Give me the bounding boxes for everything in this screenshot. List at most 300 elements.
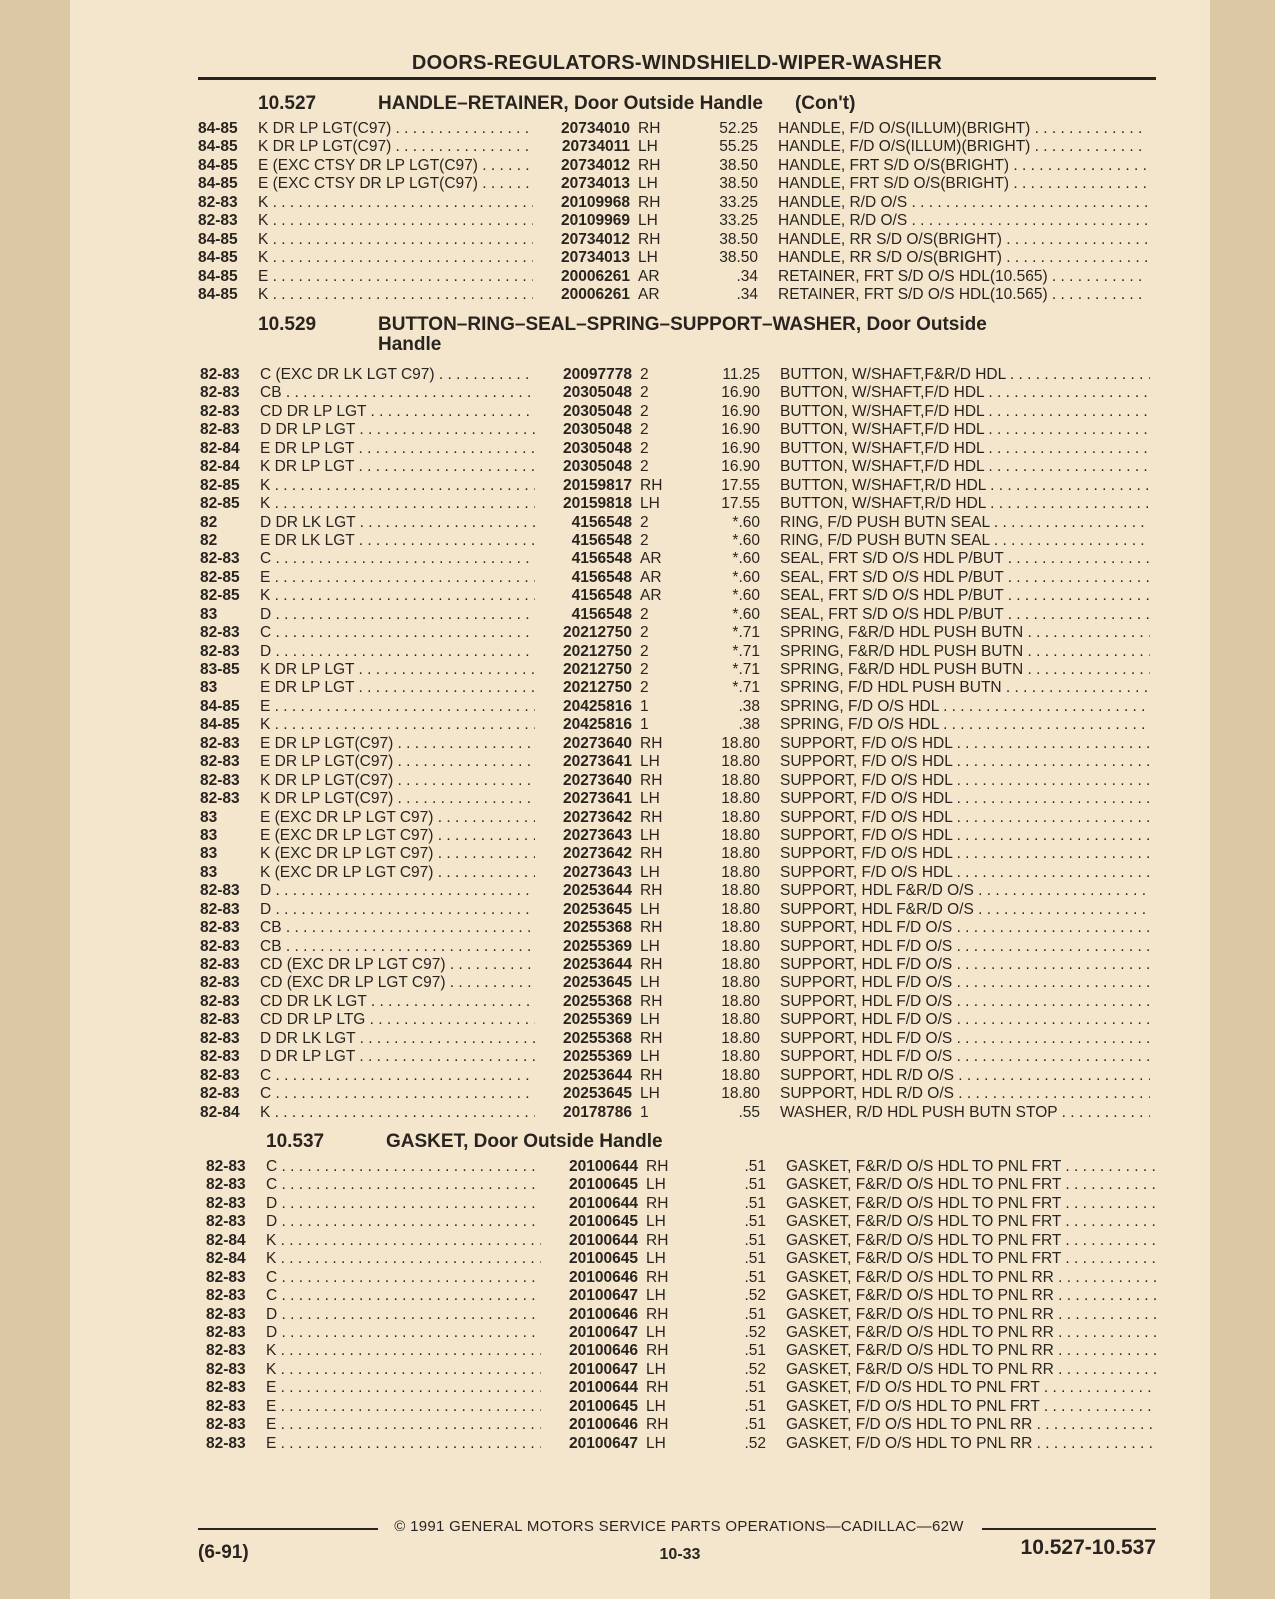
- cell-part-number: 20253644: [563, 882, 632, 900]
- cell-application: K . . .: [260, 1104, 535, 1122]
- cell-model-year: 82-83: [200, 1066, 240, 1084]
- cell-side-qty: RH: [638, 120, 661, 137]
- table-row: [200, 735, 1150, 753]
- cell-description: HANDLE, R/D O/S . . .: [778, 194, 1148, 212]
- cell-description: SUPPORT, HDL F/D O/S . . .: [780, 974, 1150, 992]
- cell-model-year: 82-84: [200, 439, 240, 457]
- cell-part-number: 20734013: [561, 249, 630, 267]
- cell-description: RING, F/D PUSH BUTN SEAL . . .: [780, 514, 1150, 532]
- cell-model-year: 82: [200, 513, 218, 531]
- cell-description: SPRING, F&R/D HDL PUSH BUTN . . .: [780, 661, 1150, 679]
- cell-part-number: 20255368: [563, 919, 632, 937]
- table-row: [200, 495, 1150, 513]
- cell-price: 18.80: [721, 826, 760, 844]
- cell-price: 33.25: [719, 193, 758, 211]
- cell-application: E . . .: [266, 1398, 541, 1416]
- cell-application: K DR LP LGT(C97) . . .: [260, 790, 535, 808]
- cell-application: K . . .: [260, 477, 535, 495]
- cell-side-qty: RH: [646, 1231, 669, 1249]
- cell-application: D . . .: [260, 882, 535, 900]
- cell-side-qty: LH: [640, 1085, 660, 1103]
- cell-side-qty: LH: [640, 1048, 660, 1066]
- cell-part-number: 20273642: [563, 845, 632, 863]
- table-row: [200, 716, 1150, 734]
- cell-model-year: 82-83: [206, 1379, 246, 1397]
- cell-description: HANDLE, FRT S/D O/S(BRIGHT) . . .: [778, 175, 1148, 193]
- cell-price: 18.80: [721, 1066, 760, 1084]
- cell-description: SUPPORT, F/D O/S HDL . . .: [780, 809, 1150, 827]
- cell-part-number: 20253645: [563, 974, 632, 992]
- cell-application: K . . .: [260, 587, 535, 605]
- section-title: HANDLE–RETAINER, Door Outside Handle: [378, 93, 763, 114]
- cell-part-number: 4156548: [571, 550, 632, 568]
- cell-part-number: 20100646: [569, 1305, 638, 1323]
- cell-application: CB . . .: [260, 919, 535, 937]
- cell-price: 38.50: [719, 249, 758, 267]
- cell-part-number: 20100645: [569, 1213, 638, 1231]
- cell-application: CD DR LK LGT . . .: [260, 993, 535, 1011]
- cell-part-number: 20212750: [563, 624, 632, 642]
- cell-side-qty: LH: [646, 1287, 666, 1305]
- cell-part-number: 20255368: [563, 992, 632, 1010]
- table-row: [200, 1067, 1150, 1085]
- cell-price: 18.80: [721, 753, 760, 771]
- cell-side-qty: RH: [638, 230, 661, 248]
- cell-application: K DR LP LGT . . .: [260, 661, 535, 679]
- cell-price: 16.90: [721, 458, 760, 476]
- cell-price: 18.80: [721, 956, 760, 973]
- cell-application: K DR LP LGT . . .: [260, 458, 535, 476]
- cell-application: K . . .: [258, 231, 533, 249]
- cell-application: K . . .: [266, 1250, 541, 1268]
- cell-part-number: 20097778: [563, 366, 632, 383]
- cell-application: K . . .: [260, 716, 535, 734]
- cell-side-qty: 2: [640, 384, 649, 402]
- cell-price: *.60: [732, 513, 760, 531]
- table-row: [198, 249, 1148, 267]
- cell-description: RETAINER, FRT S/D O/S HDL(10.565) . . .: [778, 268, 1148, 286]
- cell-description: HANDLE, FRT S/D O/S(BRIGHT) . . .: [778, 157, 1148, 175]
- cell-price: .52: [744, 1323, 766, 1341]
- cell-description: GASKET, F&R/D O/S HDL TO PNL FRT . . .: [786, 1250, 1156, 1268]
- cell-application: CD (EXC DR LP LGT C97) . . .: [260, 956, 535, 974]
- cell-description: SUPPORT, F/D O/S HDL . . .: [780, 845, 1150, 863]
- cell-model-year: 82-83: [200, 642, 240, 660]
- cell-application: E DR LP LGT . . .: [260, 440, 535, 458]
- cell-description: SPRING, F&R/D HDL PUSH BUTN . . .: [780, 624, 1150, 642]
- cell-model-year: 82-83: [200, 992, 240, 1010]
- cell-price: 18.80: [721, 1048, 760, 1066]
- cell-side-qty: LH: [640, 974, 660, 992]
- cell-description: GASKET, F&R/D O/S HDL TO PNL RR . . .: [786, 1287, 1156, 1305]
- table-row: [206, 1158, 1156, 1176]
- cell-price: 18.80: [721, 937, 760, 955]
- cell-part-number: 20100644: [569, 1231, 638, 1249]
- cell-part-number: 20734012: [561, 230, 630, 248]
- cell-part-number: 4156548: [571, 587, 632, 605]
- cell-part-number: 20734012: [561, 156, 630, 174]
- cell-price: 38.50: [719, 230, 758, 248]
- cell-price: .51: [744, 1268, 766, 1286]
- cell-model-year: 82-83: [200, 366, 240, 383]
- cell-price: .52: [744, 1287, 766, 1305]
- cell-model-year: 82-83: [200, 1011, 240, 1029]
- cell-part-number: 20255369: [563, 1048, 632, 1066]
- section-number: 10.529: [258, 314, 317, 335]
- cell-model-year: 84-85: [198, 267, 238, 285]
- cell-price: *.60: [732, 531, 760, 549]
- cell-description: GASKET, F&R/D O/S HDL TO PNL RR . . .: [786, 1361, 1156, 1379]
- table-row: [200, 587, 1150, 605]
- table-row: [200, 864, 1150, 882]
- cell-description: GASKET, F&R/D O/S HDL TO PNL RR . . .: [786, 1342, 1156, 1360]
- cell-side-qty: LH: [646, 1176, 666, 1194]
- cell-description: BUTTON, W/SHAFT,F/D HDL . . .: [780, 403, 1150, 421]
- cell-description: SUPPORT, HDL R/D O/S . . .: [780, 1067, 1150, 1085]
- table-row: [198, 286, 1148, 304]
- cell-price: .34: [736, 267, 758, 285]
- cell-price: *.71: [732, 661, 760, 678]
- cell-application: K . . .: [258, 212, 533, 230]
- cell-model-year: 82-83: [206, 1323, 246, 1341]
- cell-model-year: 82-83: [206, 1158, 246, 1175]
- cell-price: .51: [744, 1176, 766, 1194]
- cell-price: 16.90: [721, 402, 760, 420]
- cell-side-qty: RH: [640, 476, 663, 494]
- cell-side-qty: RH: [640, 771, 663, 789]
- cell-part-number: 20100645: [569, 1397, 638, 1415]
- cell-description: SUPPORT, F/D O/S HDL . . .: [780, 864, 1150, 882]
- cell-price: .51: [744, 1397, 766, 1415]
- table-row: [206, 1269, 1156, 1287]
- cell-description: BUTTON, W/SHAFT,F/D HDL . . .: [780, 384, 1150, 402]
- cell-side-qty: RH: [638, 156, 661, 174]
- cell-part-number: 20100644: [569, 1158, 638, 1175]
- cell-part-number: 20305048: [563, 458, 632, 476]
- cell-part-number: 20305048: [563, 384, 632, 402]
- cell-application: K . . .: [258, 194, 533, 212]
- cell-description: BUTTON, W/SHAFT,R/D HDL . . .: [780, 477, 1150, 495]
- cell-part-number: 4156548: [571, 531, 632, 549]
- cell-model-year: 82-83: [206, 1342, 246, 1360]
- table-row: [206, 1232, 1156, 1250]
- cell-part-number: 20255369: [563, 937, 632, 955]
- table-row: [198, 157, 1148, 175]
- table-row: [200, 550, 1150, 568]
- cell-description: GASKET, F&R/D O/S HDL TO PNL FRT . . .: [786, 1213, 1156, 1231]
- cell-model-year: 82-85: [200, 495, 240, 513]
- section-title: GASKET, Door Outside Handle: [386, 1131, 663, 1152]
- cell-side-qty: AR: [638, 267, 660, 285]
- cell-model-year: 82-83: [200, 956, 240, 973]
- cell-part-number: 20273640: [563, 734, 632, 752]
- cell-model-year: 82-83: [200, 937, 240, 955]
- cell-part-number: 20425816: [563, 716, 632, 734]
- cell-application: K . . .: [266, 1232, 541, 1250]
- cell-part-number: 20305048: [563, 421, 632, 439]
- table-row: [200, 827, 1150, 845]
- footer-section-range: 10.527-10.537: [1020, 1536, 1156, 1559]
- cell-side-qty: RH: [640, 808, 663, 826]
- cell-side-qty: RH: [638, 193, 661, 211]
- cell-description: SEAL, FRT S/D O/S HDL P/BUT . . .: [780, 606, 1150, 624]
- cell-part-number: 20109969: [561, 212, 630, 230]
- cell-description: SUPPORT, HDL F/D O/S . . .: [780, 993, 1150, 1011]
- cell-application: E (EXC DR LP LGT C97) . . .: [260, 809, 535, 827]
- cell-side-qty: 2: [640, 366, 649, 383]
- cell-model-year: 82-83: [200, 1085, 240, 1103]
- cell-part-number: 20100644: [569, 1379, 638, 1397]
- cell-application: C . . .: [260, 550, 535, 568]
- cell-description: SUPPORT, HDL F/D O/S . . .: [780, 1011, 1150, 1029]
- cell-model-year: 82-83: [198, 212, 238, 230]
- cell-side-qty: 2: [640, 661, 649, 678]
- table-row: [206, 1250, 1156, 1268]
- cell-price: 17.55: [721, 476, 760, 494]
- cell-side-qty: 2: [640, 679, 649, 697]
- cell-model-year: 82-83: [200, 734, 240, 752]
- cell-price: .51: [744, 1213, 766, 1231]
- cell-model-year: 82-83: [200, 974, 240, 992]
- cell-price: 18.80: [721, 900, 760, 918]
- table-row: [206, 1361, 1156, 1379]
- cell-model-year: 84-85: [198, 249, 238, 267]
- cell-model-year: 83: [200, 845, 218, 863]
- cell-part-number: 20734010: [561, 120, 630, 137]
- cell-description: SEAL, FRT S/D O/S HDL P/BUT . . .: [780, 569, 1150, 587]
- cell-price: 52.25: [719, 120, 758, 137]
- table-row: [200, 1104, 1150, 1122]
- cell-description: GASKET, F&R/D O/S HDL TO PNL FRT . . .: [786, 1195, 1156, 1213]
- table-row: [206, 1342, 1156, 1360]
- table-row: [200, 698, 1150, 716]
- table-row: [200, 606, 1150, 624]
- cell-description: GASKET, F/D O/S HDL TO PNL FRT . . .: [786, 1398, 1156, 1416]
- cell-application: K . . .: [258, 286, 533, 304]
- table-row: [206, 1213, 1156, 1231]
- cell-application: D . . .: [260, 606, 535, 624]
- cell-description: SUPPORT, F/D O/S HDL . . .: [780, 753, 1150, 771]
- table-row: [200, 643, 1150, 661]
- table-row: [198, 231, 1148, 249]
- cell-description: HANDLE, F/D O/S(ILLUM)(BRIGHT) . . .: [778, 120, 1148, 138]
- cell-model-year: 82-83: [206, 1416, 246, 1434]
- cell-part-number: 20273641: [563, 753, 632, 771]
- cell-model-year: 82-85: [200, 476, 240, 494]
- cell-description: SUPPORT, HDL R/D O/S . . .: [780, 1085, 1150, 1103]
- cell-price: *.71: [732, 624, 760, 642]
- cell-application: CB . . .: [260, 384, 535, 402]
- cell-description: SUPPORT, F/D O/S HDL . . .: [780, 772, 1150, 790]
- footer-rule-left: [198, 1528, 378, 1530]
- cell-part-number: 20100645: [569, 1250, 638, 1268]
- cell-part-number: 20212750: [563, 642, 632, 660]
- cell-price: 18.80: [721, 882, 760, 900]
- cell-model-year: 82-83: [200, 1048, 240, 1066]
- cell-application: E . . .: [266, 1416, 541, 1434]
- cell-side-qty: LH: [640, 495, 660, 513]
- cell-description: SPRING, F/D HDL PUSH BUTN . . .: [780, 679, 1150, 697]
- cell-model-year: 82-83: [206, 1397, 246, 1415]
- section-number: 10.537: [266, 1131, 325, 1152]
- cell-side-qty: RH: [646, 1305, 669, 1323]
- cell-price: .55: [738, 1103, 760, 1121]
- cell-side-qty: RH: [640, 1066, 663, 1084]
- cell-part-number: 20253645: [563, 1085, 632, 1103]
- cell-description: GASKET, F&R/D O/S HDL TO PNL RR . . .: [786, 1324, 1156, 1342]
- table-row: [200, 919, 1150, 937]
- cell-side-qty: LH: [640, 753, 660, 771]
- cell-description: SUPPORT, HDL F/D O/S . . .: [780, 938, 1150, 956]
- cell-side-qty: LH: [640, 900, 660, 918]
- cell-side-qty: 2: [640, 531, 649, 549]
- cell-part-number: 20273640: [563, 771, 632, 789]
- table-row: [198, 175, 1148, 193]
- table-row: [206, 1324, 1156, 1342]
- cell-application: CD (EXC DR LP LGT C97) . . .: [260, 974, 535, 992]
- cell-side-qty: LH: [640, 863, 660, 881]
- cell-model-year: 83-85: [200, 661, 240, 678]
- cell-side-qty: 2: [640, 402, 649, 420]
- table-row: [200, 938, 1150, 956]
- table-row: [206, 1176, 1156, 1194]
- cell-model-year: 83: [200, 679, 218, 697]
- cell-side-qty: AR: [640, 568, 662, 586]
- cell-part-number: 20273643: [563, 826, 632, 844]
- table-row: [200, 458, 1150, 476]
- cell-price: .51: [744, 1305, 766, 1323]
- cell-application: E . . .: [266, 1435, 541, 1453]
- cell-description: BUTTON, W/SHAFT,F&R/D HDL . . .: [780, 366, 1150, 384]
- cell-model-year: 82-83: [198, 193, 238, 211]
- table-row: [200, 384, 1150, 402]
- cell-application: K . . .: [258, 249, 533, 267]
- cell-application: D . . .: [260, 643, 535, 661]
- cell-part-number: 20253645: [563, 900, 632, 918]
- cell-description: BUTTON, W/SHAFT,R/D HDL . . .: [780, 495, 1150, 513]
- cell-price: 16.90: [721, 439, 760, 457]
- cell-application: E DR LK LGT . . .: [260, 532, 535, 550]
- parts-list-10527: [198, 120, 1148, 304]
- cell-side-qty: LH: [646, 1397, 666, 1415]
- cell-application: CD DR LP LGT . . .: [260, 403, 535, 421]
- cell-application: D . . .: [266, 1195, 541, 1213]
- table-row: [200, 901, 1150, 919]
- cell-price: 11.25: [722, 366, 760, 383]
- cell-model-year: 82-83: [200, 384, 240, 402]
- table-row: [200, 772, 1150, 790]
- table-row: [200, 1048, 1150, 1066]
- cell-price: 18.80: [721, 1085, 760, 1103]
- cell-part-number: 20305048: [563, 439, 632, 457]
- cell-model-year: 82-83: [200, 624, 240, 642]
- cell-model-year: 82-84: [200, 458, 240, 476]
- cell-model-year: 84-85: [200, 697, 240, 715]
- section-number: 10.527: [258, 93, 317, 114]
- section-heading-10529: [258, 314, 987, 354]
- cell-price: *.60: [732, 587, 760, 605]
- cell-description: GASKET, F/D O/S HDL TO PNL FRT . . .: [786, 1379, 1156, 1397]
- cell-description: SUPPORT, HDL F/D O/S . . .: [780, 1048, 1150, 1066]
- cell-application: C . . .: [266, 1287, 541, 1305]
- cell-side-qty: AR: [640, 550, 662, 568]
- cell-price: 18.80: [721, 771, 760, 789]
- cell-description: SUPPORT, HDL F/D O/S . . .: [780, 956, 1150, 974]
- cell-part-number: 20100645: [569, 1176, 638, 1194]
- cell-price: 33.25: [719, 212, 758, 230]
- cell-side-qty: LH: [646, 1323, 666, 1341]
- cell-part-number: 20100646: [569, 1268, 638, 1286]
- table-row: [200, 569, 1150, 587]
- cell-side-qty: RH: [640, 919, 663, 937]
- table-row: [206, 1195, 1156, 1213]
- cell-description: SUPPORT, HDL F/D O/S . . .: [780, 1030, 1150, 1048]
- cell-description: WASHER, R/D HDL PUSH BUTN STOP . . .: [780, 1104, 1150, 1122]
- parts-list-10529: [200, 366, 1150, 1122]
- cell-model-year: 84-85: [198, 156, 238, 174]
- cell-side-qty: LH: [640, 826, 660, 844]
- cell-side-qty: LH: [646, 1250, 666, 1268]
- table-row: [206, 1306, 1156, 1324]
- cell-model-year: 84-85: [198, 230, 238, 248]
- cell-part-number: 20273643: [563, 863, 632, 881]
- table-row: [200, 477, 1150, 495]
- cell-price: *.71: [732, 679, 760, 697]
- cell-side-qty: LH: [646, 1434, 666, 1452]
- cell-application: C . . .: [266, 1158, 541, 1176]
- cell-side-qty: RH: [640, 1029, 663, 1047]
- cell-part-number: 4156548: [571, 568, 632, 586]
- cell-side-qty: RH: [646, 1416, 669, 1434]
- cell-model-year: 83: [200, 605, 218, 623]
- cell-application: E (EXC CTSY DR LP LGT(C97) . . .: [258, 175, 533, 193]
- cell-side-qty: 2: [640, 513, 649, 531]
- cell-part-number: 20212750: [563, 661, 632, 678]
- cell-description: GASKET, F&R/D O/S HDL TO PNL RR . . .: [786, 1306, 1156, 1324]
- cell-application: K (EXC DR LP LGT C97) . . .: [260, 864, 535, 882]
- cell-side-qty: RH: [646, 1158, 669, 1175]
- cell-application: K (EXC DR LP LGT C97) . . .: [260, 845, 535, 863]
- table-row: [198, 268, 1148, 286]
- cell-part-number: 20006261: [561, 285, 630, 303]
- cell-model-year: 84-85: [200, 716, 240, 734]
- cell-price: .38: [738, 697, 760, 715]
- cell-price: .51: [744, 1231, 766, 1249]
- cell-application: C . . .: [266, 1176, 541, 1194]
- table-row: [200, 679, 1150, 697]
- cell-side-qty: 2: [640, 458, 649, 476]
- cell-model-year: 82-83: [200, 771, 240, 789]
- cell-price: *.60: [732, 568, 760, 586]
- cell-price: 18.80: [721, 992, 760, 1010]
- cell-description: HANDLE, RR S/D O/S(BRIGHT) . . .: [778, 231, 1148, 249]
- cell-side-qty: RH: [646, 1268, 669, 1286]
- cell-application: E (EXC DR LP LGT C97) . . .: [260, 827, 535, 845]
- cell-part-number: 20100644: [569, 1194, 638, 1212]
- cell-description: HANDLE, RR S/D O/S(BRIGHT) . . .: [778, 249, 1148, 267]
- cell-side-qty: RH: [640, 956, 663, 973]
- cell-application: CD DR LP LTG . . .: [260, 1011, 535, 1029]
- cell-price: .51: [744, 1342, 766, 1360]
- cell-application: K . . .: [266, 1342, 541, 1360]
- cell-model-year: 82-83: [200, 421, 240, 439]
- cell-side-qty: LH: [638, 249, 658, 267]
- cell-price: .38: [738, 716, 760, 734]
- table-row: [198, 138, 1148, 156]
- cell-model-year: 82-84: [200, 1103, 240, 1121]
- cell-description: GASKET, F&R/D O/S HDL TO PNL FRT . . .: [786, 1158, 1156, 1176]
- table-row: [206, 1435, 1156, 1453]
